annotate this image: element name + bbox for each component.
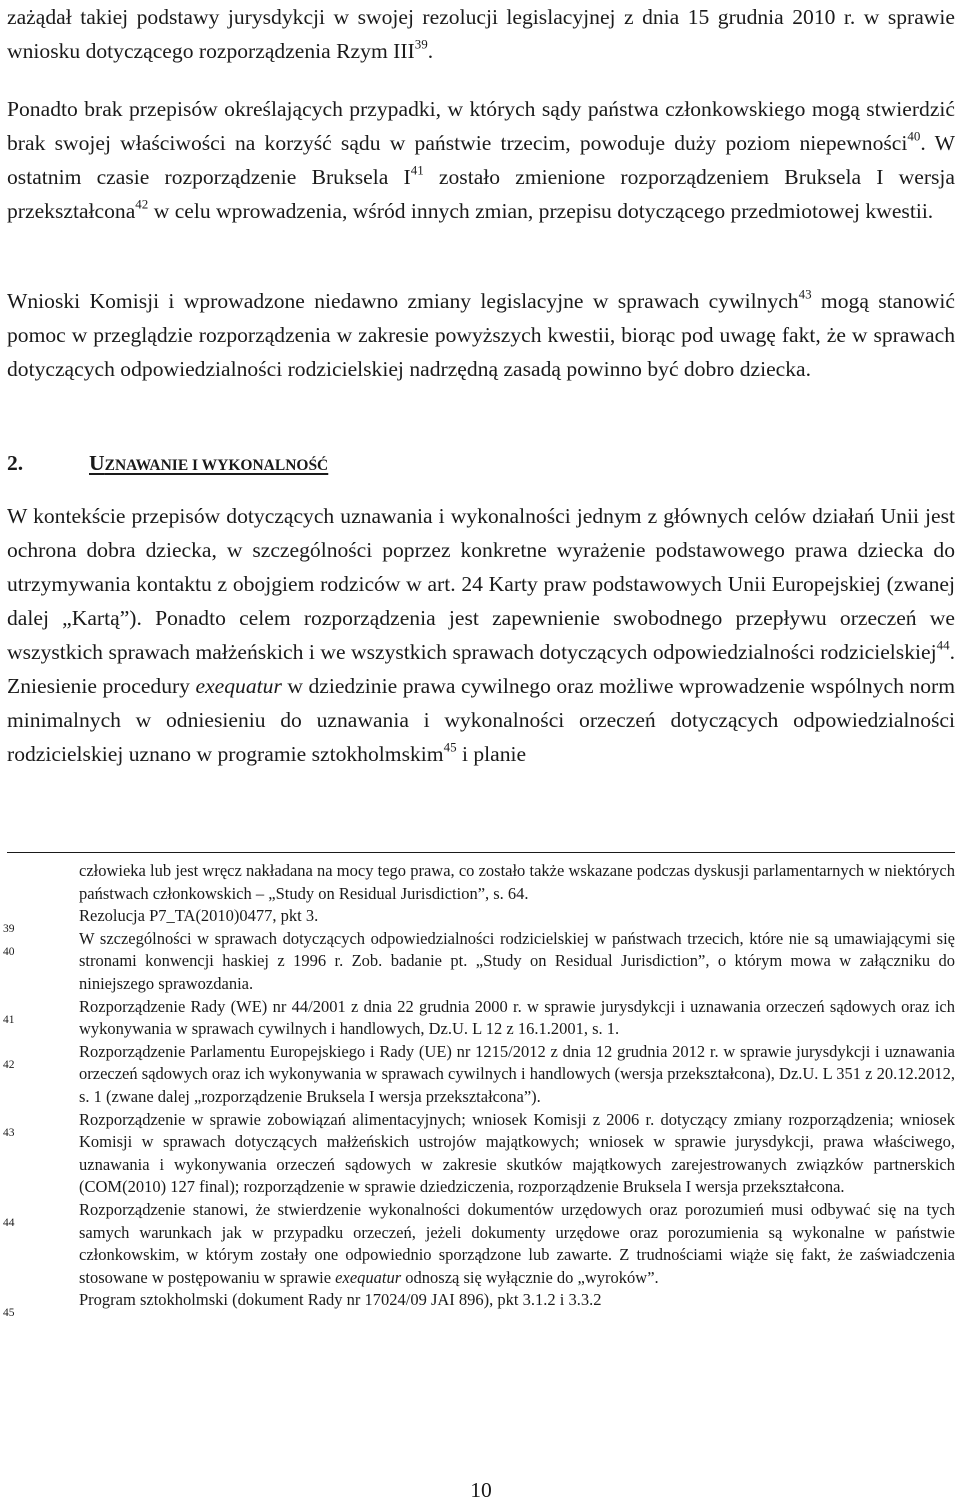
footnote-42 xyxy=(3,1041,955,1109)
paragraph-text: w celu wprowadzenia, wśród innych zmian, przepisu dotyczącego przedmiotowej kwestii. xyxy=(148,199,934,223)
section-number: 2. xyxy=(7,451,24,475)
page-number: 10 xyxy=(470,1478,492,1502)
paragraph-text: i planie xyxy=(456,742,527,766)
italic-term: exequatur xyxy=(335,1267,402,1287)
paragraph-text: Wnioski Komisji i wprowadzone niedawno zmiany legislacyjne w sprawach cywilnych xyxy=(7,289,799,313)
paragraph-text: w dziedzinie prawa cywilnego oraz możliwe wprowadzenie wspólnych norm minimalnych w odniesieniu do uznawania i wykonalności orzeczeń dotyczących odpowiedzialności rodzicielskiej uznano w programie sztokholmskim xyxy=(7,674,955,766)
footnote-text: Rezolucja P7_TA(2010)0477, pkt 3. xyxy=(79,906,319,926)
paragraph-text: Ponadto brak przepisów określających przypadki, w których sądy państwa członkowskiego mogą stwierdzić brak swojej właściwości na korzyść sądu w państwie trzecim, powoduje duży poziom niepewności xyxy=(7,97,955,155)
section-title-rest: ZNAWANIE I WYKONALNOŚĆ xyxy=(104,457,329,474)
footnote-44 xyxy=(3,1199,955,1289)
footnote-number: 40 xyxy=(3,945,15,958)
paragraph-text: zostało zmienione rozporządzeniem Bruksela I wersja przekształcona xyxy=(7,165,955,223)
italic-term: exequatur xyxy=(195,674,282,698)
paragraph-text: . Zniesienie procedury xyxy=(7,640,955,698)
footnote-ref-40[interactable]: 40 xyxy=(907,128,921,144)
footnote-43 xyxy=(3,1109,955,1199)
footnote-text: Rozporządzenie Rady (WE) nr 44/2001 z dnia 22 grudnia 2000 r. w sprawie jurysdykcji i uznawania orzeczeń sądowych oraz ich wykonywania w sprawach cywilnych i handlowych, Dz.U. L 12 z 16.1.2001, s. 1. xyxy=(79,996,955,1039)
footnote-number: 44 xyxy=(3,1216,15,1229)
paragraph-text: W kontekście przepisów dotyczących uznawania i wykonalności jednym z głównych celów działań Unii jest ochrona dobra dziecka, w szczególności poprzez konkretne wyrażenie podstawowego prawa dziecka do utrzymywania kontaktu z obojgiem rodziców w art. 24 Karty praw podstawowych Unii Europejskiej (zwanej dalej „Kartą”). Ponadto celem rozporządzenia jest zapewnienie swobodnego przepływu orzeczeń we wszystkich sprawach małżeńskich i we wszystkich sprawach dotyczących odpowiedzialności rodzicielskiej xyxy=(7,504,955,664)
paragraph-third-state-jurisdiction xyxy=(7,92,955,228)
footnote-text: Rozporządzenie w sprawie zobowiązań alimentacyjnych; wniosek Komisji z 2006 r. dotyczący zmiany rozporządzenia; wniosek Komisji w sprawach dotyczących małżeńskich ustrojów majątkowych; wniosek w sprawie jurysdykcji, prawa właściwego, uznawania i wykonywania orzeczeń sądowych w zakresie skutków majątkowych zarejestrowanych związków partnerskich (COM(2010) 127 final); rozporządzenie w sprawie dziedziczenia, rozporządzenie Bruksela I wersja przekształcona. xyxy=(79,1109,955,1197)
footnote-ref-39[interactable]: 39 xyxy=(414,36,428,52)
paragraph-rome-iii xyxy=(7,0,955,68)
paragraph-text: zażądał takiej podstawy jurysdykcji w swojej rezolucji legislacyjnej z dnia 15 grudnia 2010 r. w sprawie wniosku dotyczącego rozporządzenia Rzym III xyxy=(7,5,955,63)
footnote-41 xyxy=(3,996,955,1041)
footnote-39 xyxy=(3,905,955,936)
footnote-number: 45 xyxy=(3,1307,15,1320)
footnote-ref-44[interactable]: 44 xyxy=(936,637,950,653)
section-title xyxy=(89,451,328,475)
paragraph-commission-proposals xyxy=(7,284,955,386)
footnote-number: 42 xyxy=(3,1058,15,1071)
footnote-ref-43[interactable]: 43 xyxy=(798,286,812,302)
section-title-initial: U xyxy=(89,451,105,475)
footnotes-section xyxy=(3,860,955,1320)
footnote-text: Program sztokholmski (dokument Rady nr 17024/09 JAI 896), pkt 3.1.2 i 3.3.2 xyxy=(79,1290,602,1310)
footnote-text: człowieka lub jest wręcz nakładana na mocy tego prawa, co zostało także wskazane podczas dyskusji parlamentarnych w niektórych państwach członkowskich – „Study on Residual Jurisdiction”, s. 64. xyxy=(79,861,955,903)
footnote-text: Rozporządzenie Parlamentu Europejskiego i Rady (UE) nr 1215/2012 z dnia 12 grudnia 2012 r. w sprawie jurysdykcji i uznawania orzeczeń sądowych oraz ich wykonywania w sprawach cywilnych i handlowych (wersja przekształcona), Dz.U. L 351 z 20.12.2012, s. 1 (zwane dalej „rozporządzenie Bruksela I wersja przekształcona”). xyxy=(79,1041,955,1106)
footnote-ref-45[interactable]: 45 xyxy=(443,739,457,755)
paragraph-recognition-enforcement xyxy=(7,499,955,771)
footnote-text: W szczególności w sprawach dotyczących odpowiedzialności rodzicielskiej w państwach trzecich, które nie są umawiającymi się stronami konwencji haskiej z 1996 r. Zob. badanie pt. „Study on Residual Jurisdiction”, o którym mowa w załączniku do niniejszego sprawozdania. xyxy=(79,928,955,993)
paragraph-text: . W ostatnim czasie rozporządzenie Bruksela I xyxy=(7,131,955,189)
footnote-text: Rozporządzenie stanowi, że stwierdzenie wykonalności dokumentów urzędowych oraz porozumień musi odbywać się na tych samych warunkach jak w przypadku orzeczeń, jeżeli dokumenty urzędowe oraz porozumienia są wykonalne w państwie członkowskim, w którym zostały one odpowiednio sporządzone lub zawarte. Z trudnościami wiąże się fakt, że zaświadczenia stosowane w postępowaniu w sprawie xyxy=(79,1199,955,1287)
footnote-number: 39 xyxy=(3,923,15,936)
section-heading xyxy=(7,446,955,483)
footnote-number: 41 xyxy=(3,1013,15,1026)
footnote-45 xyxy=(3,1289,955,1320)
footnote-text: odnoszą się wyłącznie do „wyroków”. xyxy=(401,1267,659,1287)
paragraph-text: mogą stanowić pomoc w przeglądzie rozporządzenia w zakresie powyższych kwestii, biorąc pod uwagę fakt, że w sprawach dotyczących odpowiedzialności rodzicielskiej nadrzędną zasadą powinno być dobro dziecka. xyxy=(7,289,955,381)
footnote-ref-41[interactable]: 41 xyxy=(410,162,424,178)
footnote-separator xyxy=(7,852,955,853)
paragraph-text: . xyxy=(427,39,434,63)
footnote-number: 43 xyxy=(3,1126,15,1139)
footnote-continuation xyxy=(7,860,955,905)
footnote-ref-42[interactable]: 42 xyxy=(135,196,149,212)
